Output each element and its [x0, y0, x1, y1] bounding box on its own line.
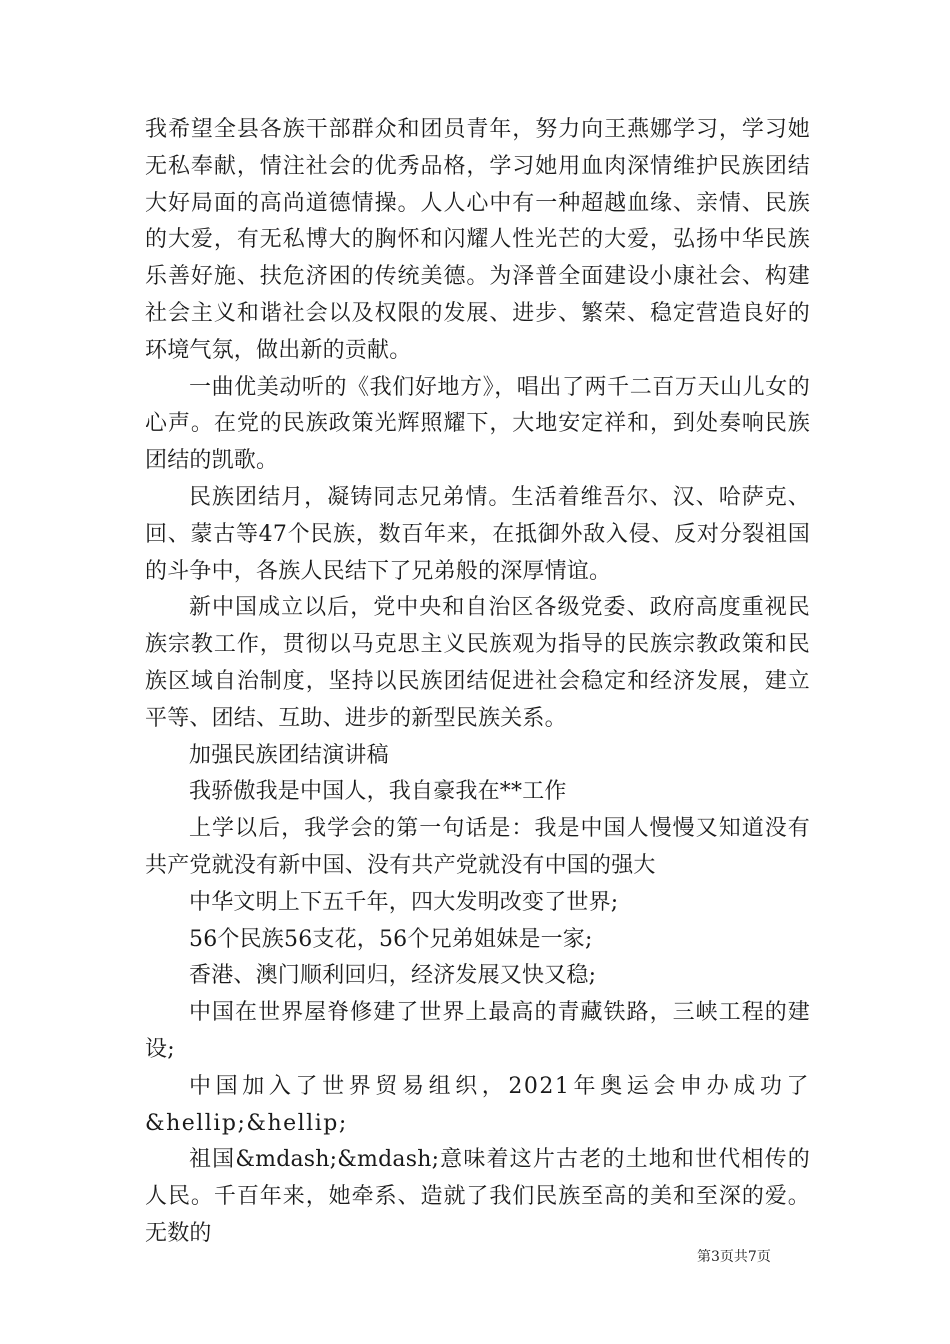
- paragraph-13: 祖国&mdash;&mdash;意味着这片古老的土地和世代相传的人民。千百年来，她牵系、造就了我们民族至高的美和至深的爱。无数的: [145, 1147, 810, 1246]
- page-number: 第3页共7页: [697, 1249, 771, 1265]
- document-body: [145, 112, 810, 1253]
- paragraph-12: 中国加入了世界贸易组织，2021年奥运会申办成功了&hellip;&hellip;: [145, 1073, 810, 1136]
- paragraph-6: 我骄傲我是中国人，我自豪我在**工作: [189, 779, 567, 805]
- paragraph-3: 民族团结月，凝铸同志兄弟情。生活着维吾尔、汉、哈萨克、回、蒙古等47个民族，数百年来，在抵御外敌入侵、反对分裂祖国的斗争中，各族人民结下了兄弟般的深厚情谊。: [145, 484, 810, 584]
- paragraph-10: 香港、澳门顺利回归，经济发展又快又稳;: [189, 963, 597, 989]
- paragraph-9: 56个民族56支花，56个兄弟姐妹是一家;: [189, 926, 593, 952]
- paragraph-1: 我希望全县各族干部群众和团员青年，努力向王燕娜学习，学习她无私奉献，情注社会的优秀品格，学习她用血肉深情维护民族团结大好局面的高尚道德情操。人人心中有一种超越血缘、亲情、民族的大爱，有无私博大的胸怀和闪耀人性光芒的大爱，弘扬中华民族乐善好施、扶危济困的传统美德。为泽普全面建设小康社会、构建社会主义和谐社会以及权限的发展、进步、繁荣、稳定营造良好的环境气氛，做出新的贡献。: [145, 117, 810, 363]
- paragraph-4: 新中国成立以后，党中央和自治区各级党委、政府高度重视民族宗教工作，贯彻以马克思主义民族观为指导的民族宗教政策和民族区域自治制度，坚持以民族团结促进社会稳定和经济发展，建立平等、团结、互助、进步的新型民族关系。: [145, 595, 810, 731]
- paragraph-11: 中国在世界屋脊修建了世界上最高的青藏铁路，三峡工程的建设;: [145, 1000, 810, 1062]
- paragraph-2: 一曲优美动听的《我们好地方》，唱出了两千二百万天山儿女的心声。在党的民族政策光辉照耀下，大地安定祥和，到处奏响民族团结的凯歌。: [145, 374, 810, 474]
- paragraph-7: 上学以后，我学会的第一句话是：我是中国人慢慢又知道没有共产党就没有新中国、没有共产党就没有中国的强大: [145, 816, 810, 878]
- speech-title: 加强民族团结演讲稿: [189, 742, 389, 768]
- paragraph-8: 中华文明上下五千年，四大发明改变了世界;: [189, 889, 619, 915]
